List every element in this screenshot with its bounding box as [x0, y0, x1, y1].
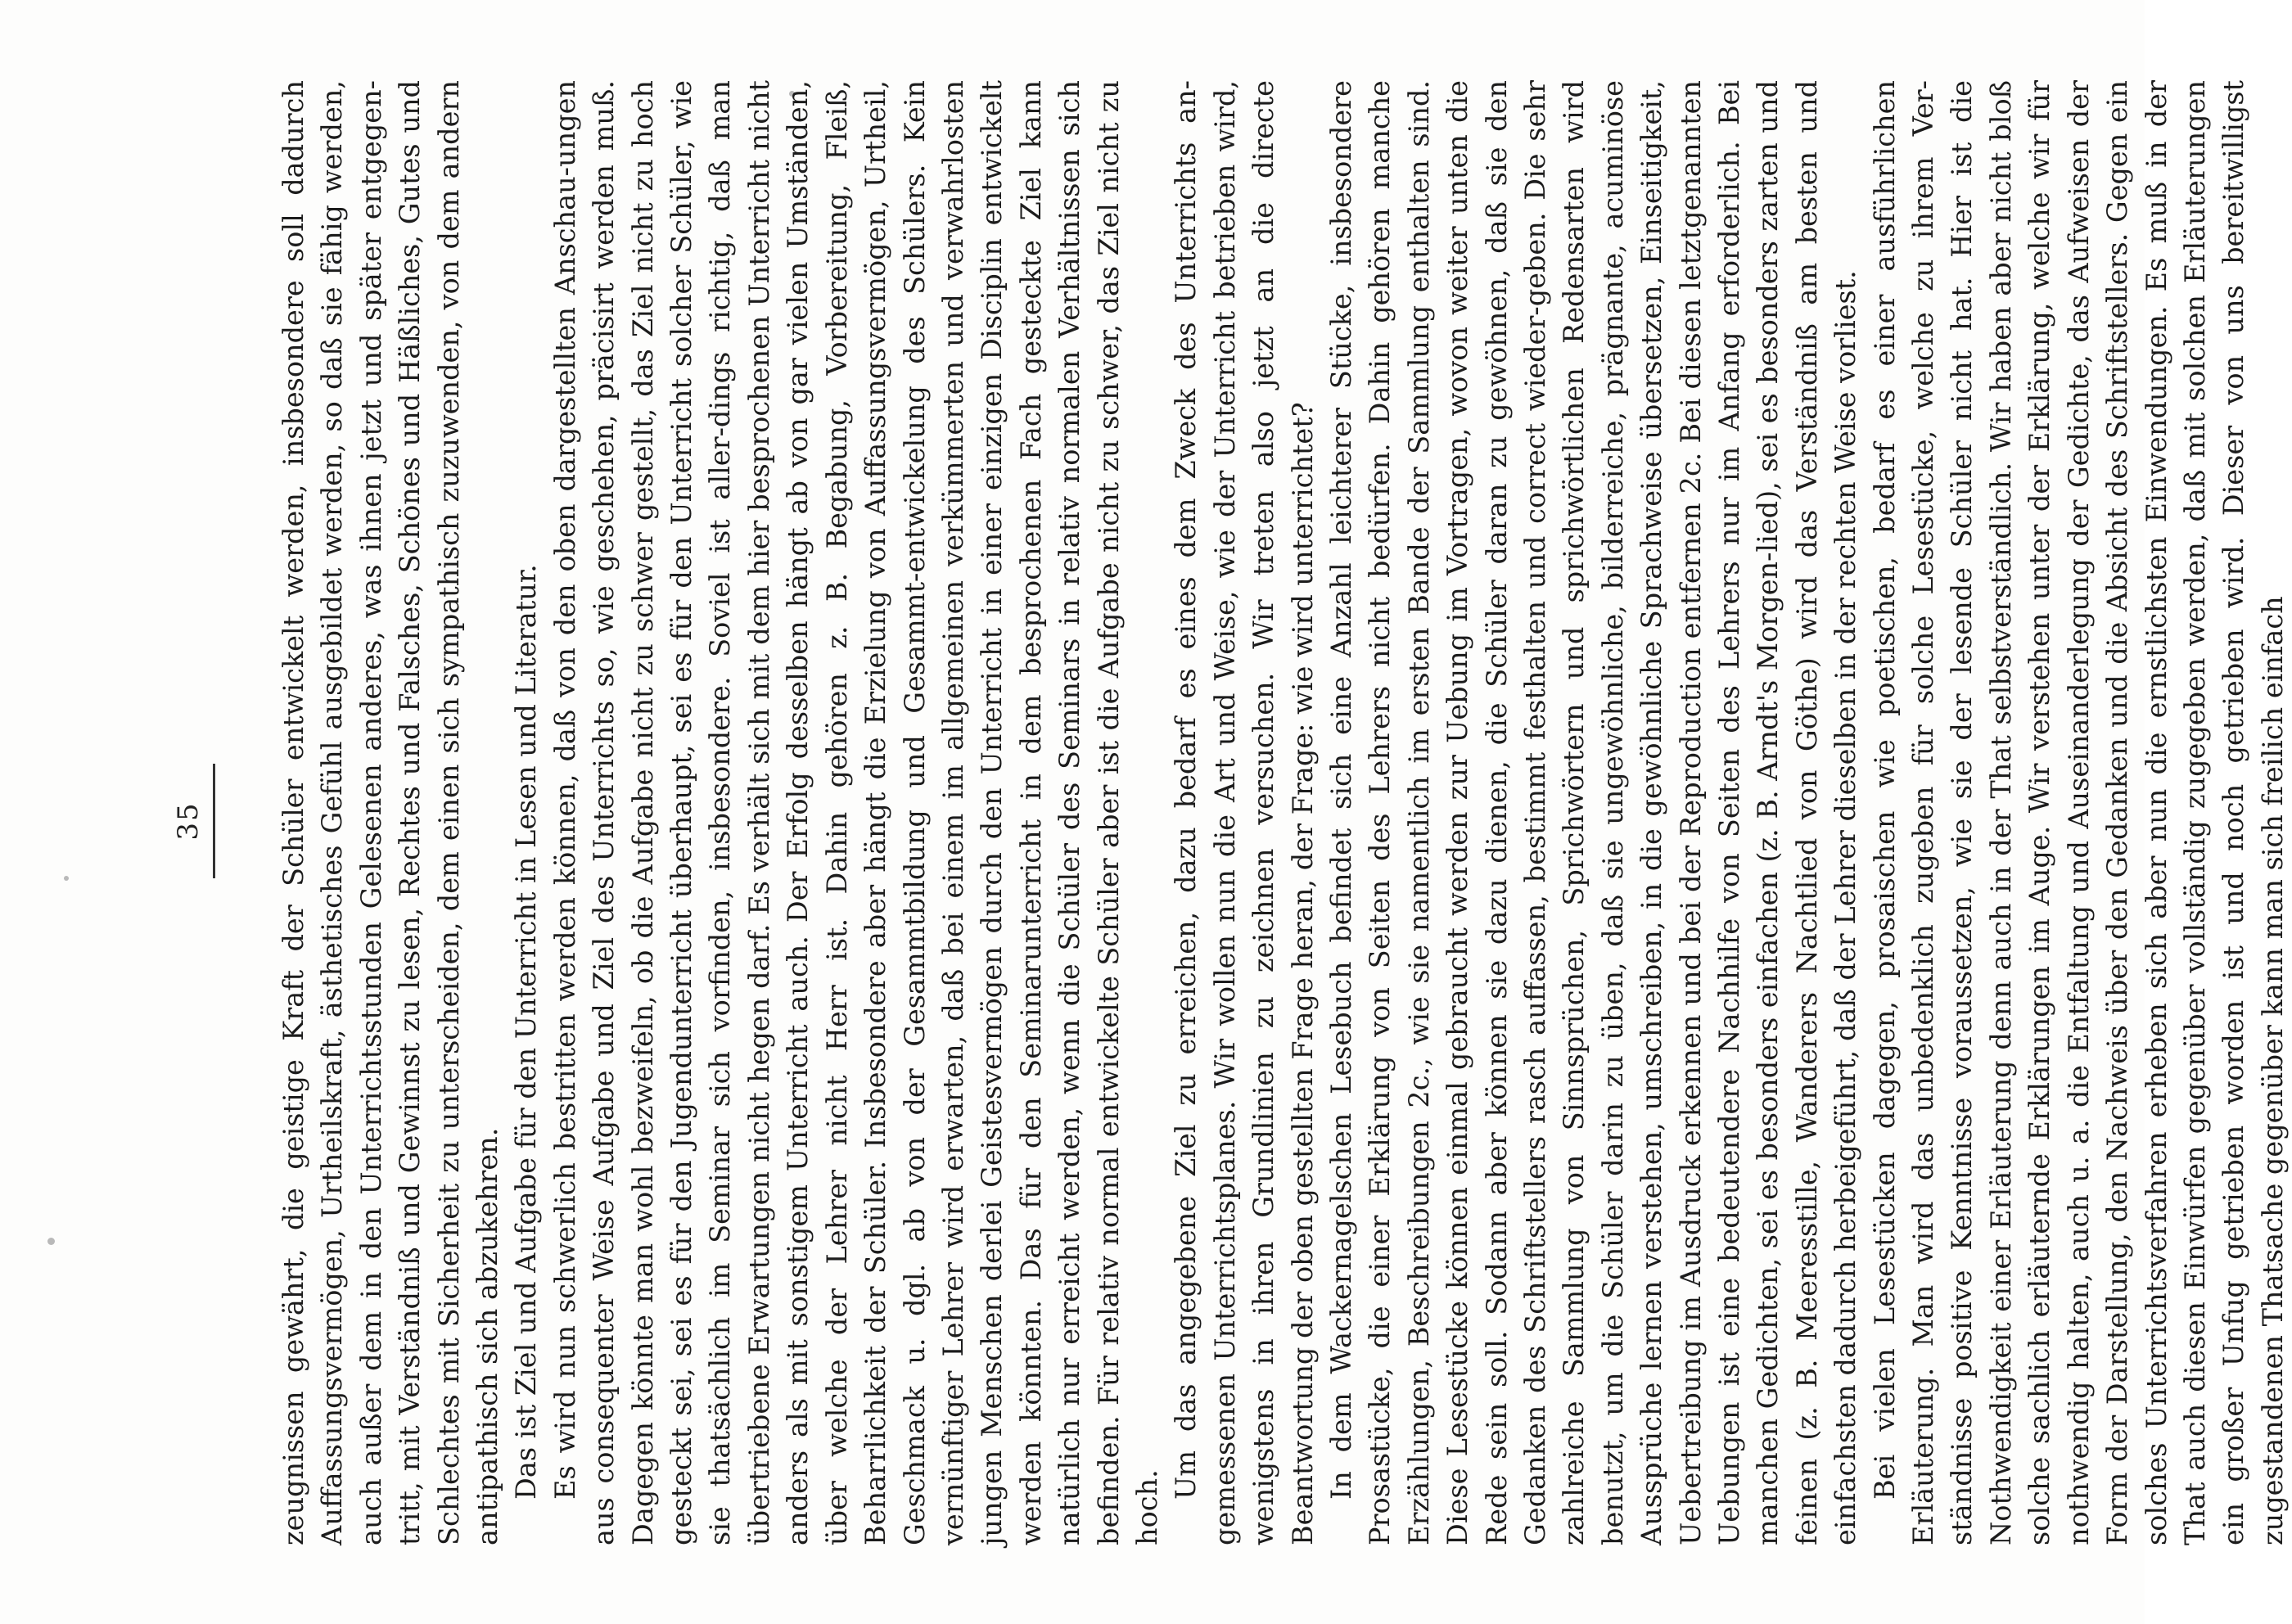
paragraph: Um das angegebene Ziel zu erreichen, dazu bedarf es eines dem Zweck des Unterrichts an-gemessenen Unterrichtsplanes. Wir wollen nun die Art und Weise, wie der Unterricht betrieben wird, wenigstens in ihren Grundlinien zu zeichnen versuchen. Wir treten also jetzt an die directe Beantwortung der oben gestellten Frage heran, der Frage: wie wird unterrichtet?: [1170, 80, 1319, 1545]
scan-speck: [47, 1238, 55, 1245]
paragraph: Es wird nun schwerlich bestritten werden können, daß von den oben dargestellten Anschau-ungen aus consequenter Weise Aufgabe und Ziel des Unterrichts so, wie geschehen, präcisirt werden muß. Dagegen könnte man wohl bezweifeln, ob die Aufgabe nicht zu schwer gestellt, das Ziel nicht zu hoch gesteckt sei, sei es für den Jugendunterricht überhaupt, sei es für den Unterricht solcher Schüler, wie sie thatsächlich im Seminar sich vorfinden, insbesondere. Soviel ist aller-dings richtig, daß man übertriebene Erwartungen nicht hegen darf. Es verhält sich mit dem hier besprochenen Unterricht nicht anders als mit sonstigem Unterricht auch. Der Erfolg desselben hängt ab von gar vielen Umständen, über welche der Lehrer nicht Herr ist. Dahin gehören z. B. Begabung, Vorbereitung, Fleiß, Beharrlichkeit der Schüler. Insbesondere aber hängt die Erzielung von Auffassungsvermögen, Urtheil, Geschmack u. dgl. ab von der Gesammtbildung und Gesammt-entwickelung des Schülers. Kein vernünftiger Lehrer wird erwarten, daß bei einem im allgemeinen verkümmerten und verwahrlosten jungen Menschen derlei Geistesvermögen durch den Unterricht in einer einzigen Disciplin entwickelt werden könnten. Das für den Seminarunterricht in dem besprochenen Fach gesteckte Ziel kann natürlich nur erreicht werden, wenn die Schüler des Seminars in relativ normalen Verhältnissen sich befinden. Für relativ normal entwickelte Schüler aber ist die Aufgabe nicht zu schwer, das Ziel nicht zu hoch.: [548, 80, 1163, 1545]
body-text: [274, 80, 2289, 1545]
scan-speck: [64, 876, 69, 881]
rotated-book-page: [156, 72, 2289, 1570]
paragraph: Das ist Ziel und Aufgabe für den Unterricht in Lesen und Literatur.: [510, 564, 543, 1500]
paragraph: zeugnissen gewährt, die geistige Kraft der Schüler entwickelt werden, insbesondere soll dadurch Auffassungsvermögen, Urtheilskraft, ästhetisches Gefühl ausgebildet werden, so daß sie fähig werden, auch außer dem in den Unterrichtsstunden Gelesenen anderes, was ihnen jetzt und später entgegen-tritt, mit Verständniß und Gewinnst zu lesen, Rechtes und Falsches, Schönes und Häßliches, Gutes und Schlechtes mit Sicherheit zu unterscheiden, dem einen sich sympathisch zuzuwenden, von dem andern antipathisch sich abzukehren.: [277, 80, 504, 1545]
page-number-rule: [213, 764, 215, 878]
page-number: 35: [172, 801, 205, 841]
paragraph: Bei vielen Lesestücken dagegen, prosaischen wie poetischen, bedarf es einer ausführlichen Erläuterung. Man wird das unbedenklich zugeben für solche Lesestücke, welche zu ihrem Ver-ständnisse positive Kenntnisse voraussetzen, wie sie der lesende Schüler nicht hat. Hier ist die Nothwendigkeit einer Erläuterung denn auch in der That selbstverständlich. Wir haben aber nicht bloß solche sachlich erläuternde Erklärungen im Auge. Wir verstehen unter der Erklärung, welche wir für nothwendig halten, auch u. a. die Entfaltung und Auseinanderlegung der Gedichte, das Aufweisen der Form der Darstellung, den Nachweis über den Gedanken und die Absicht des Schriftstellers. Gegen ein solches Unterrichtsverfahren erheben sich aber nun die ernstlichsten Einwendungen. Es muß in der That auch diesen Einwürfen gegenüber vollständig zugegeben werden, daß mit solchen Erläuterungen ein großer Unfug getrieben worden ist und noch getrieben wird. Dieser von uns bereitwilligst zugestandenen Thatsache gegenüber kann man sich freilich einfach: [1868, 80, 2289, 1545]
paragraph: In dem Wackernagelschen Lesebuch befindet sich eine Anzahl leichterer Stücke, insbesondere Prosastücke, die einer Erklärung von Seiten des Lehrers nicht bedürfen. Dahin gehören manche Erzählungen, Beschreibungen 2c., wie sie namentlich im ersten Bande der Sammlung enthalten sind. Diese Lesestücke können einmal gebraucht werden zur Uebung im Vortragen, wovon weiter unten die Rede sein soll. Sodann aber können sie dazu dienen, die Schüler daran zu gewöhnen, daß sie den Gedanken des Schriftstellers rasch auffassen, bestimmt festhalten und correct wieder-geben. Die sehr zahlreiche Sammlung von Sinnsprüchen, Sprichwörtern und sprichwörtlichen Redensarten wird benutzt, um die Schüler darin zu üben, daß sie ungewöhnliche, bilderreiche, prägnante, acuminöse Aussprüche lernen verstehen, umschreiben, in die gewöhnliche Sprachweise übersetzen, Einseitigkeit, Uebertreibung im Ausdruck erkennen und bei der Reproduction entfernen 2c. Bei diesen letztgenannten Uebungen ist eine bedeutendere Nachhilfe von Seiten des Lehrers nur im Anfang erforderlich. Bei manchen Gedichten, sei es besonders einfachen (z. B. Arndt's Morgen-lied), sei es besonders zarten und feinen (z. B. Meeresstille, Wanderers Nachtlied von Göthe) wird das Verständniß am besten und einfachsten dadurch herbeigeführt, daß der Lehrer dieselben in der rechten Weise vorliest.: [1324, 80, 1862, 1545]
